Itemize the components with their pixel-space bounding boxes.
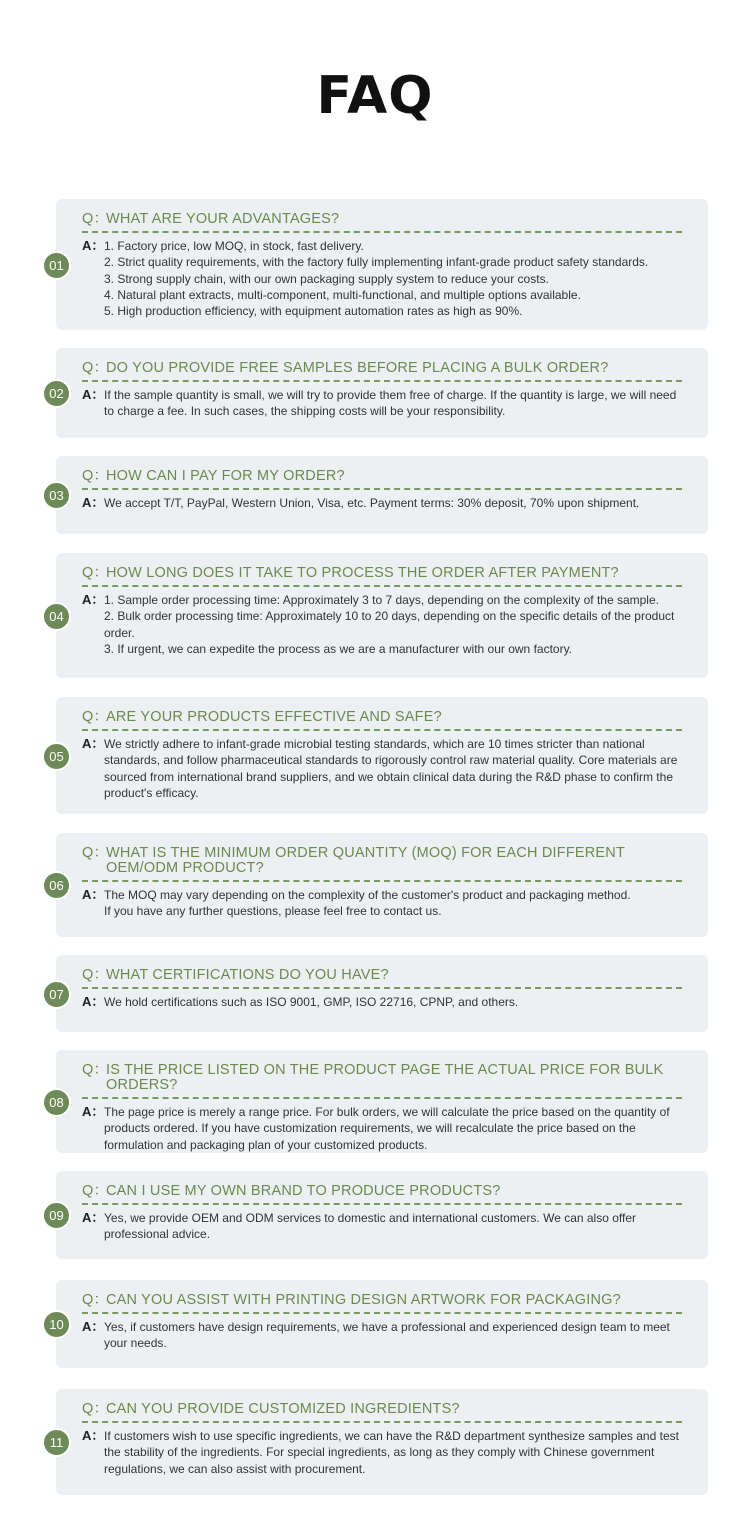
question-text: DO YOU PROVIDE FREE SAMPLES BEFORE PLACING A BULK ORDER?: [106, 360, 609, 376]
faq-number-badge: 11: [42, 1428, 71, 1457]
answer-prefix: A：: [82, 1428, 105, 1443]
answer-prefix: A：: [82, 1319, 105, 1334]
answer-item: We strictly adhere to infant-grade microbial testing standards, which are 10 times stricter than national standards, and follow pharmaceutical standards to rigorously control raw material quality. Core materials are sourced from international brand suppliers, and we obtain clinical data during the R&D phase to confirm the product's efficacy.: [104, 737, 678, 800]
faq-question: [82, 1184, 682, 1199]
faq-number-badge: 07: [42, 980, 71, 1009]
answer-item: Yes, if customers have design requirements, we have a professional and experienced design team to meet your needs.: [104, 1320, 670, 1351]
page-title: FAQ: [316, 66, 434, 126]
answer-prefix: A：: [82, 887, 105, 902]
faq-card: [49, 1389, 708, 1495]
answer-prefix: A：: [82, 1210, 105, 1225]
faq-number-badge: 10: [42, 1310, 71, 1339]
question-prefix: Q：: [82, 211, 109, 227]
question-text: WHAT IS THE MINIMUM ORDER QUANTITY (MOQ) FOR EACH DIFFERENT OEM/ODM PRODUCT?: [106, 845, 625, 876]
dashed-divider: [82, 1097, 682, 1099]
faq-number-badge: 05: [42, 742, 71, 771]
question-prefix: Q：: [82, 845, 109, 861]
answer-item: 1. Sample order processing time: Approximately 3 to 7 days, depending on the complexity of the sample.: [104, 593, 659, 607]
faq-answer: [82, 1319, 682, 1352]
answer-prefix: A：: [82, 592, 105, 607]
faq-card: [49, 456, 708, 534]
faq-number-badge: 06: [42, 871, 71, 900]
question-prefix: Q：: [82, 468, 109, 484]
faq-number-badge: 02: [42, 379, 71, 408]
faq-answer: [82, 495, 682, 511]
dashed-divider: [82, 380, 682, 382]
answer-item: The page price is merely a range price. For bulk orders, we will calculate the price based on the quantity of products ordered. If you have customization requirements, we will recalculate the price based on the formulation and packaging plan of your customized products.: [104, 1105, 670, 1152]
faq-answer: [82, 1104, 682, 1153]
faq-question: [82, 469, 682, 484]
answer-prefix: A：: [82, 238, 105, 253]
faq-card: [49, 1171, 708, 1259]
dashed-divider: [82, 987, 682, 989]
question-text: ARE YOUR PRODUCTS EFFECTIVE AND SAFE?: [106, 709, 442, 725]
faq-question: [82, 361, 682, 376]
answer-item: Yes, we provide OEM and ODM services to domestic and international customers. We can also offer professional advice.: [104, 1211, 637, 1242]
answer-item: If customers wish to use specific ingredients, we can have the R&D department synthesize samples and test the stability of the ingredients. For special ingredients, as long as they comply with Chinese government regulations, we can also assist with procurement.: [104, 1429, 679, 1476]
faq-question: [82, 1402, 682, 1417]
faq-answer: [82, 1428, 682, 1477]
faq-answer: [82, 387, 682, 420]
question-text: CAN YOU PROVIDE CUSTOMIZED INGREDIENTS?: [106, 1401, 460, 1417]
answer-prefix: A：: [82, 1104, 105, 1119]
dashed-divider: [82, 488, 682, 490]
faq-answer: [82, 736, 682, 801]
answer-prefix: A：: [82, 495, 105, 510]
faq-question: [82, 710, 682, 725]
dashed-divider: [82, 1312, 682, 1314]
faq-question: [82, 566, 682, 581]
faq-number-badge: 01: [42, 251, 71, 280]
faq-card: [49, 199, 708, 330]
faq-answer: [82, 994, 682, 1010]
question-text: HOW CAN I PAY FOR MY ORDER?: [106, 468, 345, 484]
question-text: HOW LONG DOES IT TAKE TO PROCESS THE ORDER AFTER PAYMENT?: [106, 565, 619, 581]
faq-card: [49, 1050, 708, 1153]
faq-card: [49, 955, 708, 1032]
dashed-divider: [82, 729, 682, 731]
faq-card: [49, 348, 708, 438]
faq-card: [49, 1280, 708, 1368]
question-prefix: Q：: [82, 565, 109, 581]
answer-item: If the sample quantity is small, we will try to provide them free of charge. If the quantity is large, we will need to charge a fee. In such cases, the shipping costs will be your responsibility.: [104, 388, 677, 419]
question-text: WHAT ARE YOUR ADVANTAGES?: [106, 211, 340, 227]
question-prefix: Q：: [82, 1062, 109, 1078]
faq-question: [82, 1063, 682, 1093]
answer-item: 3. If urgent, we can expedite the process as we are a manufacturer with our own factory.: [104, 641, 573, 656]
dashed-divider: [82, 231, 682, 233]
question-text: IS THE PRICE LISTED ON THE PRODUCT PAGE THE ACTUAL PRICE FOR BULK ORDERS?: [106, 1062, 664, 1093]
question-prefix: Q：: [82, 360, 109, 376]
question-prefix: Q：: [82, 1401, 109, 1417]
dashed-divider: [82, 880, 682, 882]
question-text: CAN YOU ASSIST WITH PRINTING DESIGN ARTWORK FOR PACKAGING?: [106, 1292, 621, 1308]
faq-question: [82, 1293, 682, 1308]
answer-item: 2. Strict quality requirements, with the factory fully implementing infant-grade product safety standards.: [104, 255, 649, 270]
question-text: CAN I USE MY OWN BRAND TO PRODUCE PRODUCTS?: [106, 1183, 501, 1199]
faq-card: [49, 833, 708, 937]
question-text: WHAT CERTIFICATIONS DO YOU HAVE?: [106, 967, 389, 983]
answer-item: 1. Factory price, low MOQ, in stock, fast delivery.: [104, 239, 364, 253]
faq-answer: [82, 592, 682, 657]
answer-prefix: A：: [82, 387, 105, 402]
faq-number-badge: 08: [42, 1088, 71, 1117]
faq-answer: [82, 887, 682, 920]
answer-item: 3. Strong supply chain, with our own packaging supply system to reduce your costs.: [104, 271, 549, 286]
answer-prefix: A：: [82, 736, 105, 751]
faq-question: [82, 846, 682, 876]
answer-item: The MOQ may vary depending on the complexity of the customer's product and packaging method.: [104, 888, 631, 902]
faq-answer: [82, 238, 682, 319]
faq-question: [82, 212, 682, 227]
question-prefix: Q：: [82, 1292, 109, 1308]
answer-item: 4. Natural plant extracts, multi-component, multi-functional, and multiple options available.: [104, 287, 581, 302]
answer-item: 5. High production efficiency, with equipment automation rates as high as 90%.: [104, 304, 523, 319]
faq-card: [49, 697, 708, 814]
faq-question: [82, 968, 682, 983]
dashed-divider: [82, 1203, 682, 1205]
answer-item: We hold certifications such as ISO 9001, GMP, ISO 22716, CPNP, and others.: [104, 995, 519, 1009]
faq-answer: [82, 1210, 682, 1243]
dashed-divider: [82, 585, 682, 587]
question-prefix: Q：: [82, 967, 109, 983]
answer-item: We accept T/T, PayPal, Western Union, Visa, etc. Payment terms: 30% deposit, 70% upon shipment.: [104, 496, 640, 510]
faq-number-badge: 04: [42, 602, 71, 631]
question-prefix: Q：: [82, 709, 109, 725]
faq-number-badge: 03: [42, 481, 71, 510]
dashed-divider: [82, 1421, 682, 1423]
answer-item: If you have any further questions, please feel free to contact us.: [104, 904, 442, 919]
faq-number-badge: 09: [42, 1201, 71, 1230]
question-prefix: Q：: [82, 1183, 109, 1199]
faq-card: [49, 553, 708, 678]
answer-item: 2. Bulk order processing time: Approximately 10 to 20 days, depending on the specific details of the product order.: [104, 609, 675, 640]
answer-prefix: A：: [82, 994, 105, 1009]
